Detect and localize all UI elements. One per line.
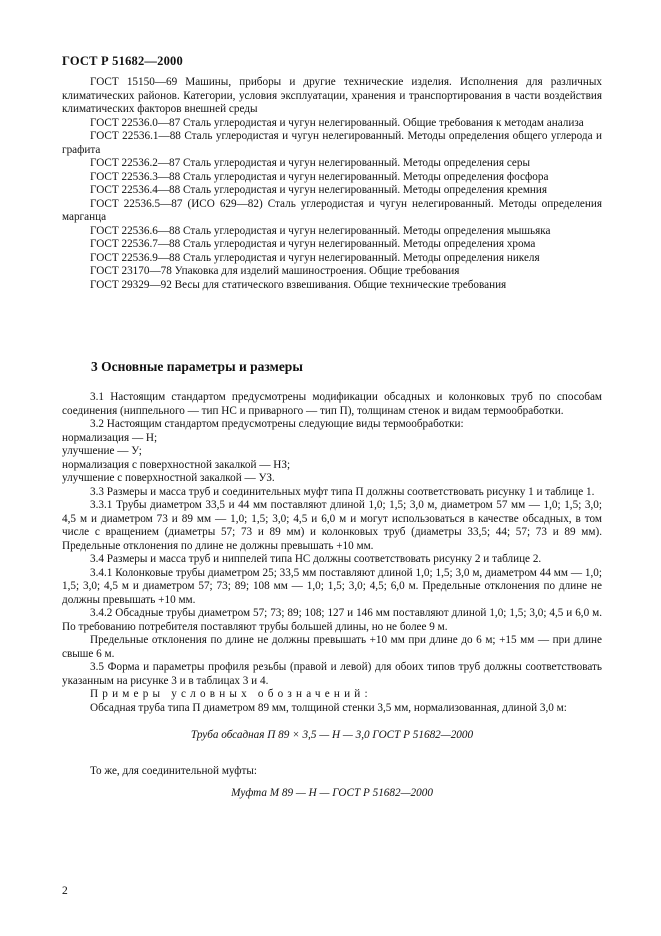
paragraph-3-2: 3.2 Настоящим стандартом предусмотрены следующие виды термообработки:	[90, 418, 464, 430]
reference-entry	[62, 225, 602, 239]
reference-entry	[62, 76, 602, 117]
paragraph-3-4-1: 3.4.1 Колонковые трубы диаметром 25; 33,5 мм поставляют длиной 1,0; 1,5; 3,0 м, диаметром 44 мм — 1,0; 1,5; 3,0; 4,5 м и диаметром 57; 73; 89; 108 мм — 1,0; 1,5; 3,0; 4,5; 6,0 м. Предельные отклонения по длине не должны превышать +10 мм.	[62, 566, 602, 606]
paragraph-3-5: 3.5 Форма и параметры профиля резьбы (правой и левой) для обоих типов труб должны соответствовать указанным на рисунке 3 и в таблицах 3 и 4.	[62, 661, 602, 687]
reference-code: ГОСТ 22536.6—88	[90, 224, 181, 237]
reference-entry	[62, 279, 602, 293]
heat-treatment-item: нормализация — Н;	[62, 431, 158, 444]
section-body	[62, 391, 602, 801]
document-code-header: ГОСТ Р 51682—2000	[62, 54, 183, 68]
examples-heading: Примеры условных обозначений:	[90, 688, 372, 700]
paragraph-length-tolerance: Предельные отклонения по длине не должны превышать +10 мм при длине до 6 м; +15 мм — при длине свыше 6 м.	[62, 634, 602, 660]
paragraph-3-4: 3.4 Размеры и масса труб и ниппелей типа НС должны соответствовать рисунку 2 и таблице 2.	[90, 553, 542, 565]
spacer	[62, 743, 602, 765]
example-2-description: То же, для соединительной муфты:	[90, 764, 257, 777]
designation-formula-coupling: Муфта М 89 — Н — ГОСТ Р 51682—2000	[231, 787, 433, 799]
reference-code: ГОСТ 29329—92	[90, 278, 172, 291]
reference-title: (ИСО 629—82) Сталь углеродистая и чугун нелегированный. Методы определения марганца	[62, 197, 603, 223]
reference-entry	[62, 184, 602, 198]
reference-code: ГОСТ 22536.3—88	[90, 170, 181, 183]
reference-entry	[62, 252, 602, 266]
heat-treatment-item: улучшение с поверхностной закалкой — УЗ.	[62, 472, 275, 484]
reference-entry	[62, 238, 602, 252]
reference-code: ГОСТ 22536.4—88	[90, 184, 181, 196]
reference-title: Сталь углеродистая и чугун нелегированный. Методы определения мышьяка	[183, 224, 551, 237]
designation-formula-pipe: Труба обсадная П 89 × 3,5 — Н — 3,0 ГОСТ Р 51682—2000	[190, 729, 474, 741]
reference-code: ГОСТ 15150—69	[90, 76, 178, 88]
paragraph-3-4-2: 3.4.2 Обсадные трубы диаметром 57; 73; 89; 108; 127 и 146 мм поставляют длиной 1,0; 1,5; 3,0; 4,5 и 6,0 м. По требованию потребителя поставляют трубы большей длины, но не более 9 м.	[62, 607, 602, 633]
reference-title: Сталь углеродистая и чугун нелегированный. Методы определения хрома	[183, 238, 536, 250]
reference-title: Сталь углеродистая и чугун нелегированный. Методы определения фосфора	[183, 170, 549, 183]
reference-entry	[62, 117, 602, 131]
reference-title: Машины, приборы и другие технические изделия. Исполнения для различных климатических районов. Категории, условия эксплуатации, хранения и транспортирования в части воздействия климатических факторов внешней среды	[62, 76, 602, 115]
reference-title: Сталь углеродистая и чугун нелегированный. Методы определения серы	[183, 157, 531, 169]
reference-title: Сталь углеродистая и чугун нелегированный. Методы определения никеля	[183, 251, 540, 264]
reference-entry	[62, 171, 602, 185]
reference-entry	[62, 130, 602, 157]
example-1-description: Обсадная труба типа П диаметром 89 мм, толщиной стенки 3,5 мм, нормализованная, длиной 3,0 м:	[90, 701, 567, 714]
reference-entry	[62, 157, 602, 171]
section-title: 3 Основные параметры и размеры	[91, 359, 303, 374]
reference-title: Весы для статического взвешивания. Общие технические требования	[174, 278, 507, 291]
reference-title: Упаковка для изделий машиностроения. Общие требования	[174, 265, 460, 277]
reference-code: ГОСТ 22536.7—88	[90, 238, 181, 250]
heat-treatment-item: улучшение — У;	[62, 445, 142, 457]
reference-title: Сталь углеродистая и чугун нелегированный. Общие требования к методам анализа	[183, 116, 584, 129]
reference-code: ГОСТ 22536.0—87	[90, 116, 181, 129]
reference-entry	[62, 198, 602, 225]
paragraph-3-3: 3.3 Размеры и масса труб и соединительных муфт типа П должны соответствовать рисунку 1 и таблице 1.	[90, 485, 595, 498]
paragraph-3-1: 3.1 Настоящим стандартом предусмотрены модификации обсадных и колонковых труб по способам соединения (ниппельного — тип НС и приварного — тип П), толщинам стенок и видам термообработки.	[62, 391, 602, 417]
reference-code: ГОСТ 22536.5—87	[90, 197, 183, 210]
page-number: 2	[62, 885, 68, 897]
reference-entry	[62, 265, 602, 279]
normative-references-list	[62, 76, 602, 292]
reference-title: Сталь углеродистая и чугун нелегированный. Методы определения общего углерода и графита	[62, 130, 603, 156]
reference-code: ГОСТ 22536.2—87	[90, 157, 181, 169]
reference-code: ГОСТ 23170—78	[90, 265, 172, 277]
reference-title: Сталь углеродистая и чугун нелегированный. Методы определения кремния	[183, 184, 548, 196]
reference-code: ГОСТ 22536.9—88	[90, 251, 181, 264]
paragraph-3-3-1: 3.3.1 Трубы диаметром 33,5 и 44 мм поставляют длиной 1,0; 1,5; 3,0 м, диаметром 57 мм — 1,0; 1,5; 3,0; 4,5 м и диаметром 73 и 89 мм — 1,0; 1,5; 3,0; 4,5 и 6,0 м и могут использоваться в качестве обсадных, в том числе с вращением (диаметры 57; 73 и 89 мм) и колонковых труб (диаметры 33,5; 44; 57; 73 и 89 мм). Предельные отклонения по длине не должны превышать +10 мм.	[62, 499, 602, 552]
heat-treatment-item: нормализация с поверхностной закалкой — НЗ;	[62, 458, 291, 471]
reference-code: ГОСТ 22536.1—88	[90, 130, 181, 142]
